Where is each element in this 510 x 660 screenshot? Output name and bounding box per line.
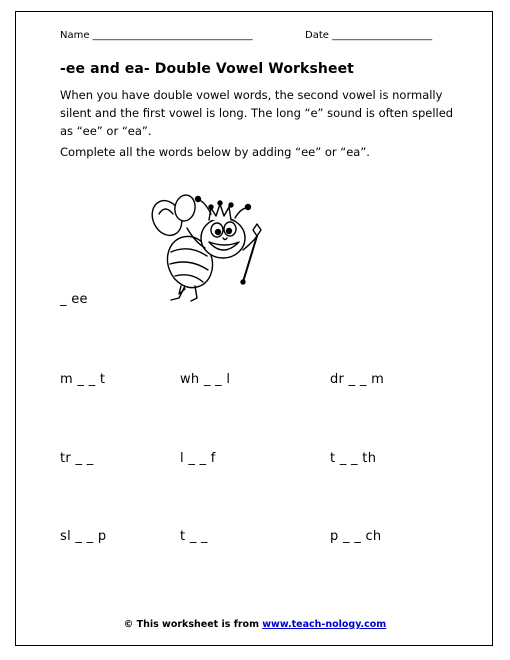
word-item: t _ _ [180,529,208,544]
footer-link[interactable]: www.teach-nology.com [262,619,387,630]
worksheet-title: -ee and ea- Double Vowel Worksheet [60,61,354,77]
word-item: dr _ _ m [330,372,385,387]
footer-credit [0,619,510,630]
intro-paragraph: When you have double vowel words, the second vowel is normally silent and the first vowel is long. The long “e” sound is often spelled as “ee” or “ea”. [60,88,454,138]
word-item: p _ _ ch [330,529,382,544]
word-item: m _ _ t [60,372,106,387]
word-item: t _ _ th [330,451,377,466]
word-item: sl _ _ p [60,529,107,544]
date-field-line: Date ____________________ [305,30,433,41]
instruction-text: Complete all the words below by adding “ee” or “ea”. [60,145,370,159]
word-item: wh _ _ l [180,372,231,387]
word-item: _ ee [60,292,88,307]
bee-illustration [145,190,270,305]
word-item: l _ _ f [180,451,216,466]
footer-text: © This worksheet is from [123,619,263,630]
word-item: tr _ _ [60,451,94,466]
name-field-line: Name ________________________________ [60,30,253,41]
